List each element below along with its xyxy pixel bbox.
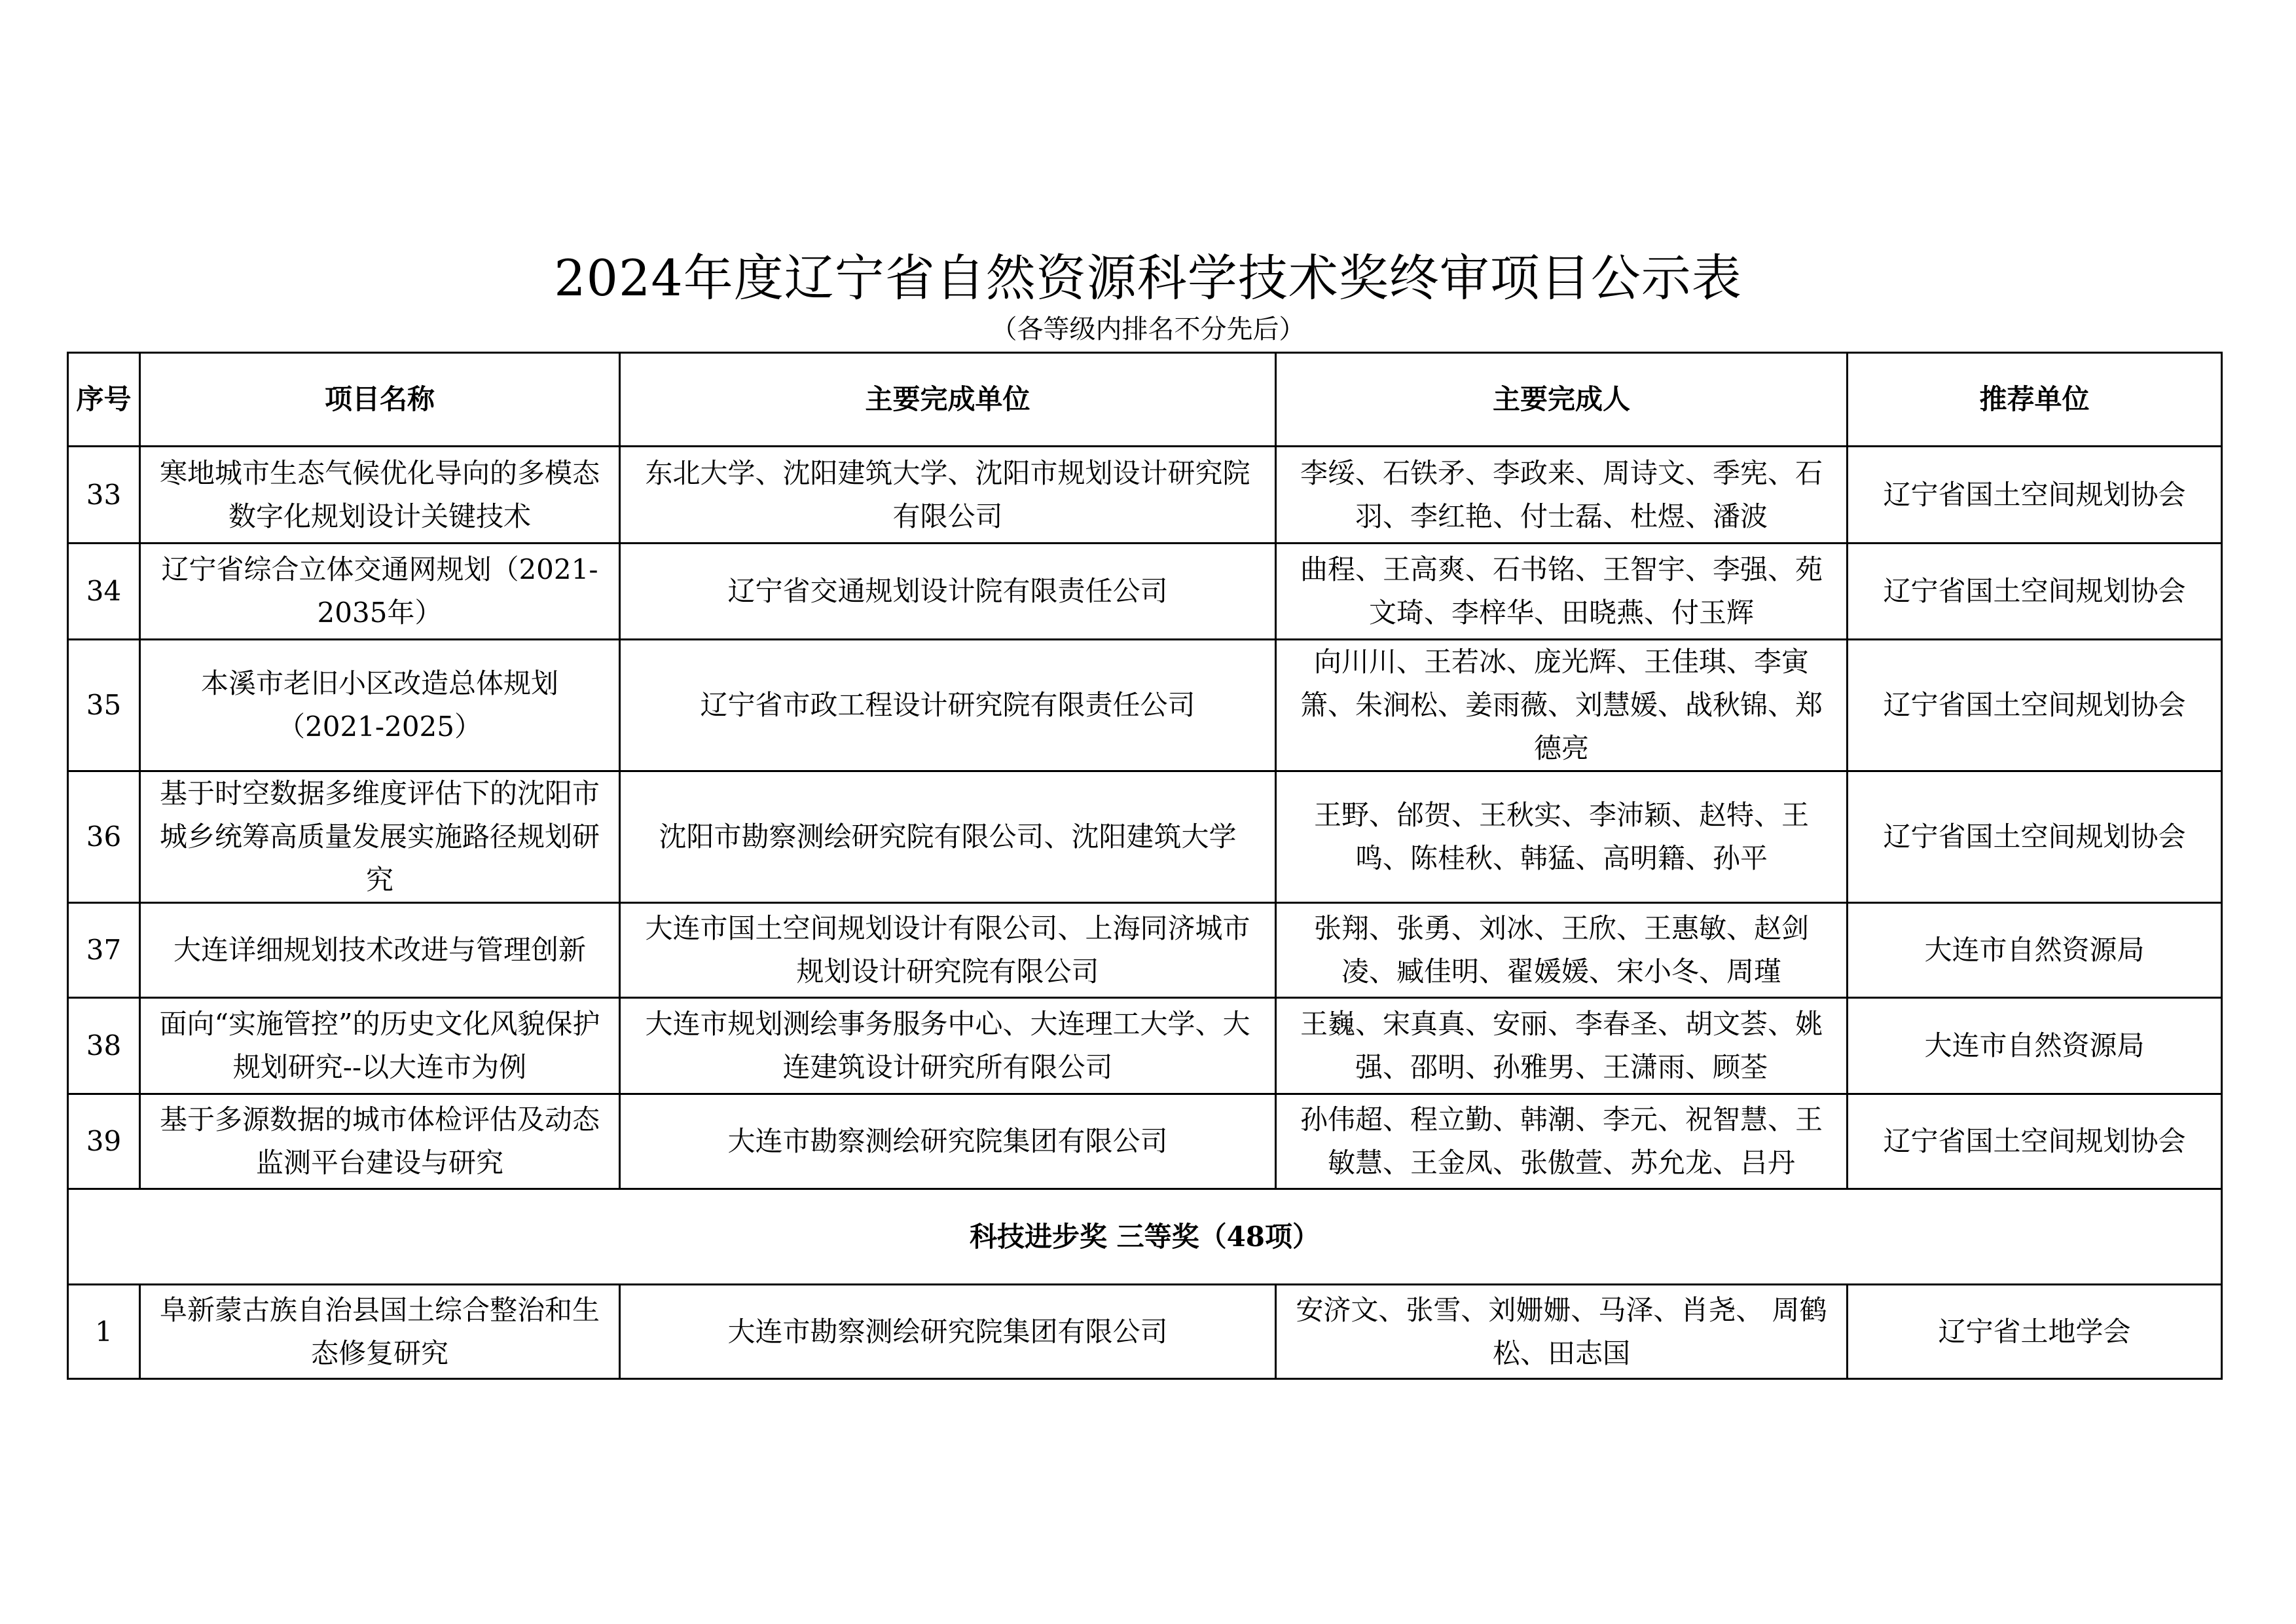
cell-units: 大连市勘察测绘研究院集团有限公司 — [620, 1285, 1276, 1379]
cell-project: 本溪市老旧小区改造总体规划（2021-2025） — [140, 640, 620, 771]
cell-recommender: 辽宁省国土空间规划协会 — [1848, 447, 2222, 544]
header-seq: 序号 — [68, 353, 140, 447]
section-heading: 科技进步奖 三等奖（48项） — [68, 1189, 2222, 1285]
cell-units: 大连市规划测绘事务服务中心、大连理工大学、大连建筑设计研究所有限公司 — [620, 998, 1276, 1094]
table-row — [68, 771, 2222, 903]
cell-recommender: 大连市自然资源局 — [1848, 903, 2222, 998]
table-row — [68, 544, 2222, 640]
cell-seq: 33 — [68, 447, 140, 544]
table-row — [68, 903, 2222, 998]
cell-people: 向川川、王若冰、庞光辉、王佳琪、李寅箫、朱涧松、姜雨薇、刘慧媛、战秋锦、郑德亮 — [1276, 640, 1848, 771]
cell-seq: 36 — [68, 771, 140, 903]
cell-recommender: 辽宁省国土空间规划协会 — [1848, 1094, 2222, 1189]
cell-seq: 1 — [68, 1285, 140, 1379]
cell-recommender: 辽宁省国土空间规划协会 — [1848, 640, 2222, 771]
cell-people: 安济文、张雪、刘姗姗、马泽、肖尧、 周鹤松、田志国 — [1276, 1285, 1848, 1379]
cell-recommender: 辽宁省土地学会 — [1848, 1285, 2222, 1379]
cell-people: 孙伟超、程立勤、韩潮、李元、祝智慧、王敏慧、王金凤、张傲萱、苏允龙、吕丹 — [1276, 1094, 1848, 1189]
cell-project: 辽宁省综合立体交通网规划（2021-2035年） — [140, 544, 620, 640]
cell-people: 曲程、王高爽、石书铭、王智宇、李强、苑文琦、李梓华、田晓燕、付玉辉 — [1276, 544, 1848, 640]
cell-recommender: 辽宁省国土空间规划协会 — [1848, 544, 2222, 640]
cell-recommender: 大连市自然资源局 — [1848, 998, 2222, 1094]
header-people: 主要完成人 — [1276, 353, 1848, 447]
award-table — [67, 352, 2223, 1380]
header-units: 主要完成单位 — [620, 353, 1276, 447]
cell-project: 面向“实施管控”的历史文化风貌保护规划研究--以大连市为例 — [140, 998, 620, 1094]
cell-units: 辽宁省市政工程设计研究院有限责任公司 — [620, 640, 1276, 771]
table-row — [68, 447, 2222, 544]
cell-project: 寒地城市生态气候优化导向的多模态数字化规划设计关键技术 — [140, 447, 620, 544]
cell-units: 大连市国土空间规划设计有限公司、上海同济城市规划设计研究院有限公司 — [620, 903, 1276, 998]
cell-units: 东北大学、沈阳建筑大学、沈阳市规划设计研究院有限公司 — [620, 447, 1276, 544]
cell-seq: 38 — [68, 998, 140, 1094]
cell-people: 张翔、张勇、刘冰、王欣、王惠敏、赵剑凌、臧佳明、翟媛媛、宋小冬、周瑾 — [1276, 903, 1848, 998]
cell-seq: 35 — [68, 640, 140, 771]
document-subtitle: （各等级内排名不分先后） — [991, 314, 1305, 344]
header-project: 项目名称 — [140, 353, 620, 447]
cell-project: 基于时空数据多维度评估下的沈阳市城乡统筹高质量发展实施路径规划研究 — [140, 771, 620, 903]
cell-units: 沈阳市勘察测绘研究院有限公司、沈阳建筑大学 — [620, 771, 1276, 903]
cell-seq: 39 — [68, 1094, 140, 1189]
cell-people: 王野、邰贺、王秋实、李沛颖、赵特、王鸣、陈桂秋、韩猛、高明籍、孙平 — [1276, 771, 1848, 903]
table-row — [68, 998, 2222, 1094]
header-recommender: 推荐单位 — [1848, 353, 2222, 447]
cell-units: 大连市勘察测绘研究院集团有限公司 — [620, 1094, 1276, 1189]
cell-units: 辽宁省交通规划设计院有限责任公司 — [620, 544, 1276, 640]
cell-project: 大连详细规划技术改进与管理创新 — [140, 903, 620, 998]
table-header-row — [68, 353, 2222, 447]
cell-recommender: 辽宁省国土空间规划协会 — [1848, 771, 2222, 903]
table-row — [68, 1285, 2222, 1379]
cell-project: 基于多源数据的城市体检评估及动态监测平台建设与研究 — [140, 1094, 620, 1189]
cell-seq: 37 — [68, 903, 140, 998]
section-row — [68, 1189, 2222, 1285]
cell-people: 李绥、石铁矛、李政来、周诗文、季宪、石羽、李红艳、付士磊、杜煜、潘波 — [1276, 447, 1848, 544]
table-row — [68, 640, 2222, 771]
document-title: 2024年度辽宁省自然资源科学技术奖终审项目公示表 — [554, 249, 1742, 307]
cell-people: 王巍、宋真真、安丽、李春圣、胡文荟、姚强、邵明、孙雅男、王潇雨、顾荃 — [1276, 998, 1848, 1094]
cell-project: 阜新蒙古族自治县国土综合整治和生态修复研究 — [140, 1285, 620, 1379]
cell-seq: 34 — [68, 544, 140, 640]
table-row — [68, 1094, 2222, 1189]
